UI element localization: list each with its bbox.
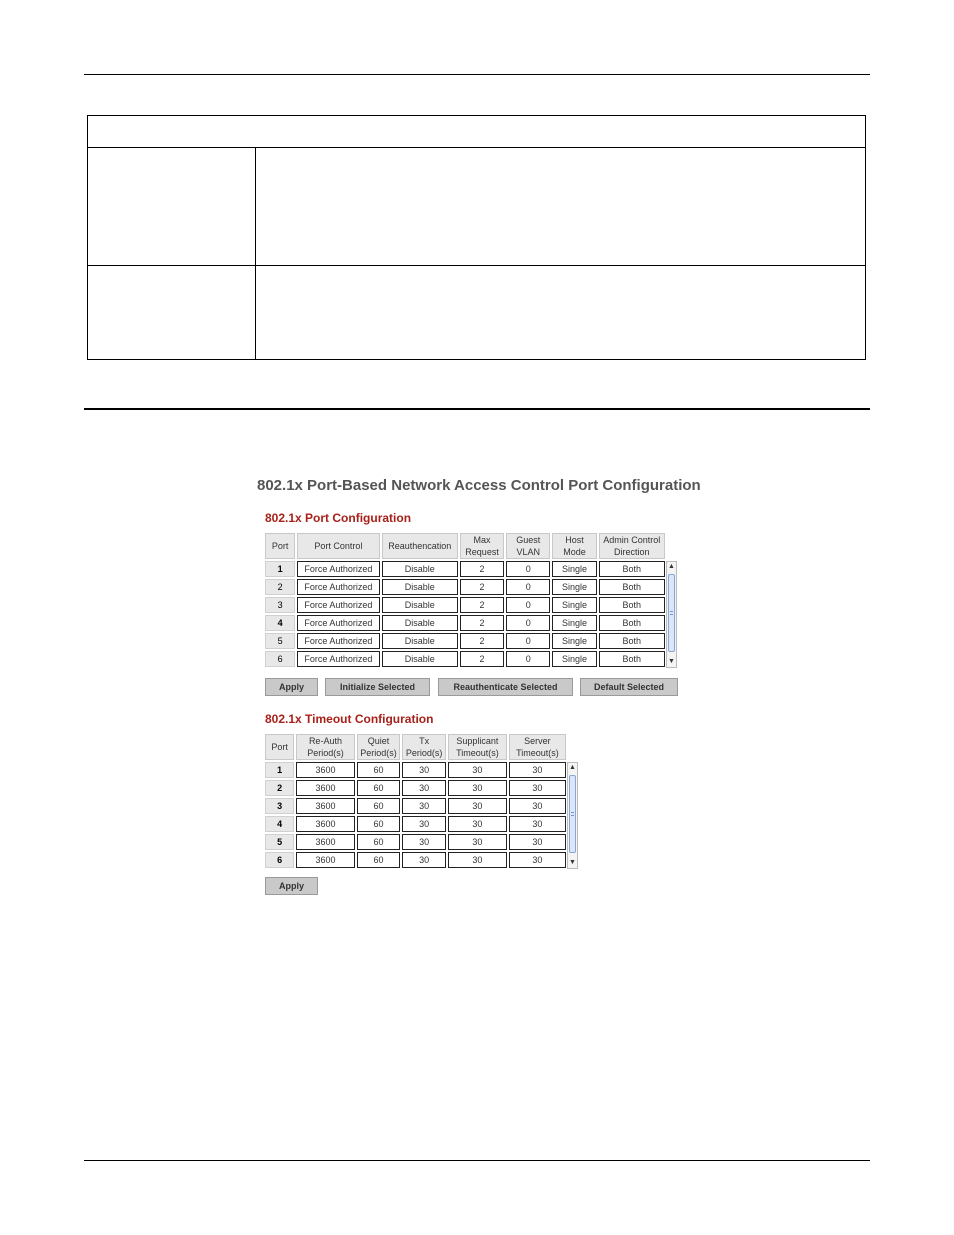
direction-col-header: [599, 533, 665, 559]
port-table-scrollbar[interactable]: [666, 561, 677, 668]
port-number[interactable]: 3: [265, 798, 294, 814]
table-row[interactable]: [265, 798, 566, 814]
document-table-row-divider: [88, 147, 865, 148]
header-label: Supplicant Timeout(s): [456, 736, 499, 758]
server-timeout-input[interactable]: 30: [509, 816, 566, 832]
quiet-period-col-header: [357, 734, 401, 760]
header-label: Admin Control Direction: [603, 535, 661, 557]
header-label: Reauthencation: [388, 541, 452, 551]
max-request-input[interactable]: 2: [460, 633, 504, 649]
port-number[interactable]: 2: [265, 579, 295, 595]
supplicant-timeout-input[interactable]: 30: [448, 834, 507, 850]
guest-vlan-input[interactable]: 0: [506, 597, 550, 613]
reauth-select[interactable]: Disable: [382, 597, 458, 613]
direction-select[interactable]: Both: [599, 615, 665, 631]
direction-select[interactable]: Both: [599, 579, 665, 595]
header-label: Host Mode: [563, 535, 586, 557]
supplicant-timeout-input[interactable]: 30: [448, 816, 507, 832]
port-col-header: [265, 533, 295, 559]
table-row[interactable]: [265, 561, 665, 577]
table-row[interactable]: [265, 762, 566, 778]
host-mode-select[interactable]: Single: [552, 615, 596, 631]
timeout-config-title: 802.1x Timeout Configuration: [265, 712, 434, 726]
tx-period-input[interactable]: 30: [402, 852, 446, 868]
supplicant-timeout-input[interactable]: 30: [448, 780, 507, 796]
scrollbar-grip: [571, 815, 574, 816]
scrollbar-grip: [670, 611, 673, 612]
tx-period-input[interactable]: 30: [402, 834, 446, 850]
direction-select[interactable]: Both: [599, 597, 665, 613]
guest-vlan-input[interactable]: 0: [506, 561, 550, 577]
host-mode-select[interactable]: Single: [552, 597, 596, 613]
supplicant-timeout-input[interactable]: 30: [448, 798, 507, 814]
port-control-col-header: [297, 533, 379, 559]
port-col-header: [265, 734, 294, 760]
table-row[interactable]: [265, 633, 665, 649]
table-row[interactable]: [265, 651, 665, 667]
scroll-up-arrow-icon[interactable]: ▲: [569, 764, 576, 771]
scroll-down-arrow-icon[interactable]: ▼: [668, 658, 675, 665]
max-request-col-header: [460, 533, 504, 559]
port-control-select[interactable]: Force Authorized: [297, 561, 379, 577]
quiet-period-input[interactable]: 60: [357, 816, 401, 832]
server-timeout-input[interactable]: 30: [509, 834, 566, 850]
reauth-period-col-header: [296, 734, 355, 760]
quiet-period-input[interactable]: 60: [357, 798, 401, 814]
tx-period-input[interactable]: 30: [402, 816, 446, 832]
server-timeout-input[interactable]: 30: [509, 798, 566, 814]
document-table: [87, 115, 866, 360]
supplicant-timeout-col-header: [448, 734, 507, 760]
tx-period-input[interactable]: 30: [402, 780, 446, 796]
reauth-col-header: [382, 533, 458, 559]
direction-select[interactable]: Both: [599, 561, 665, 577]
host-mode-select[interactable]: Single: [552, 579, 596, 595]
reauth-period-input[interactable]: 3600: [296, 816, 355, 832]
table-row[interactable]: [265, 579, 665, 595]
reauth-period-input[interactable]: 3600: [296, 780, 355, 796]
table-row[interactable]: [265, 780, 566, 796]
port-number[interactable]: 1: [265, 762, 294, 778]
tx-period-input[interactable]: 30: [402, 798, 446, 814]
port-apply-button[interactable]: Apply: [265, 678, 318, 696]
document-table-row-divider: [88, 265, 865, 266]
supplicant-timeout-input[interactable]: 30: [448, 852, 507, 868]
port-number[interactable]: 6: [265, 651, 295, 667]
reauth-period-input[interactable]: 3600: [296, 834, 355, 850]
table-row[interactable]: [265, 597, 665, 613]
quiet-period-input[interactable]: 60: [357, 780, 401, 796]
reauth-select[interactable]: Disable: [382, 579, 458, 595]
section-rule: [84, 408, 870, 410]
reauth-select[interactable]: Disable: [382, 561, 458, 577]
port-number[interactable]: 2: [265, 780, 294, 796]
port-number[interactable]: 6: [265, 852, 294, 868]
quiet-period-input[interactable]: 60: [357, 834, 401, 850]
tx-period-input[interactable]: 30: [402, 762, 446, 778]
timeout-apply-button[interactable]: Apply: [265, 877, 318, 895]
port-number[interactable]: 4: [265, 615, 295, 631]
header-label: Port: [271, 742, 288, 752]
header-rule: [84, 74, 870, 75]
port-control-select[interactable]: Force Authorized: [297, 651, 379, 667]
scrollbar-grip: [571, 812, 574, 813]
max-request-input[interactable]: 2: [460, 597, 504, 613]
header-label: Re-Auth Period(s): [307, 736, 344, 758]
host-mode-select[interactable]: Single: [552, 561, 596, 577]
guest-vlan-input[interactable]: 0: [506, 579, 550, 595]
scrollbar-thumb[interactable]: [668, 574, 675, 652]
port-config-table: [263, 531, 667, 669]
port-number[interactable]: 5: [265, 633, 295, 649]
default-selected-button[interactable]: Default Selected: [580, 678, 678, 696]
max-request-input[interactable]: 2: [460, 561, 504, 577]
reauth-period-input[interactable]: 3600: [296, 852, 355, 868]
host-mode-select[interactable]: Single: [552, 633, 596, 649]
table-row[interactable]: [265, 834, 566, 850]
reauth-select[interactable]: Disable: [382, 633, 458, 649]
timeout-config-table: [263, 732, 568, 870]
header-label: Max Request: [465, 535, 499, 557]
server-timeout-input[interactable]: 30: [509, 762, 566, 778]
table-row[interactable]: [265, 852, 566, 868]
max-request-input[interactable]: 2: [460, 579, 504, 595]
scrollbar-grip: [670, 614, 673, 615]
header-label: Server Timeout(s): [516, 736, 559, 758]
scroll-up-arrow-icon[interactable]: ▲: [668, 563, 675, 570]
server-timeout-col-header: [509, 734, 566, 760]
port-number[interactable]: 5: [265, 834, 294, 850]
reauth-period-input[interactable]: 3600: [296, 762, 355, 778]
max-request-input[interactable]: 2: [460, 651, 504, 667]
reauth-period-input[interactable]: 3600: [296, 798, 355, 814]
port-control-select[interactable]: Force Authorized: [297, 633, 379, 649]
timeout-table-scrollbar[interactable]: [567, 762, 578, 869]
supplicant-timeout-input[interactable]: 30: [448, 762, 507, 778]
header-label: Guest VLAN: [516, 535, 541, 557]
port-config-title: 802.1x Port Configuration: [265, 511, 412, 525]
quiet-period-input[interactable]: 60: [357, 852, 401, 868]
port-number[interactable]: 4: [265, 816, 294, 832]
document-table-column-divider: [255, 147, 256, 359]
reauth-select[interactable]: Disable: [382, 615, 458, 631]
header-label: Port: [271, 541, 289, 551]
header-label: Quiet Period(s): [360, 736, 397, 758]
direction-select[interactable]: Both: [599, 633, 665, 649]
initialize-selected-button[interactable]: Initialize Selected: [325, 678, 430, 696]
host-mode-col-header: [552, 533, 596, 559]
table-row[interactable]: [265, 615, 665, 631]
host-mode-select[interactable]: Single: [552, 651, 596, 667]
port-control-select[interactable]: Force Authorized: [297, 615, 379, 631]
guest-vlan-col-header: [506, 533, 550, 559]
direction-select[interactable]: Both: [599, 651, 665, 667]
reauth-select[interactable]: Disable: [382, 651, 458, 667]
header-label: Port Control: [314, 541, 363, 551]
port-control-select[interactable]: Force Authorized: [297, 579, 379, 595]
port-control-select[interactable]: Force Authorized: [297, 597, 379, 613]
port-number[interactable]: 1: [265, 561, 295, 577]
guest-vlan-input[interactable]: 0: [506, 651, 550, 667]
table-row[interactable]: [265, 816, 566, 832]
page-title: 802.1x Port-Based Network Access Control Port Configuration: [257, 477, 701, 494]
max-request-input[interactable]: 2: [460, 615, 504, 631]
server-timeout-input[interactable]: 30: [509, 852, 566, 868]
header-label: Tx Period(s): [405, 736, 443, 758]
footer-rule: [84, 1160, 870, 1161]
port-number[interactable]: 3: [265, 597, 295, 613]
guest-vlan-input[interactable]: 0: [506, 633, 550, 649]
guest-vlan-input[interactable]: 0: [506, 615, 550, 631]
scrollbar-thumb[interactable]: [569, 775, 576, 853]
quiet-period-input[interactable]: 60: [357, 762, 401, 778]
scroll-down-arrow-icon[interactable]: ▼: [569, 859, 576, 866]
server-timeout-input[interactable]: 30: [509, 780, 566, 796]
tx-period-col-header: [402, 734, 446, 760]
reauthenticate-selected-button[interactable]: Reauthenticate Selected: [438, 678, 573, 696]
